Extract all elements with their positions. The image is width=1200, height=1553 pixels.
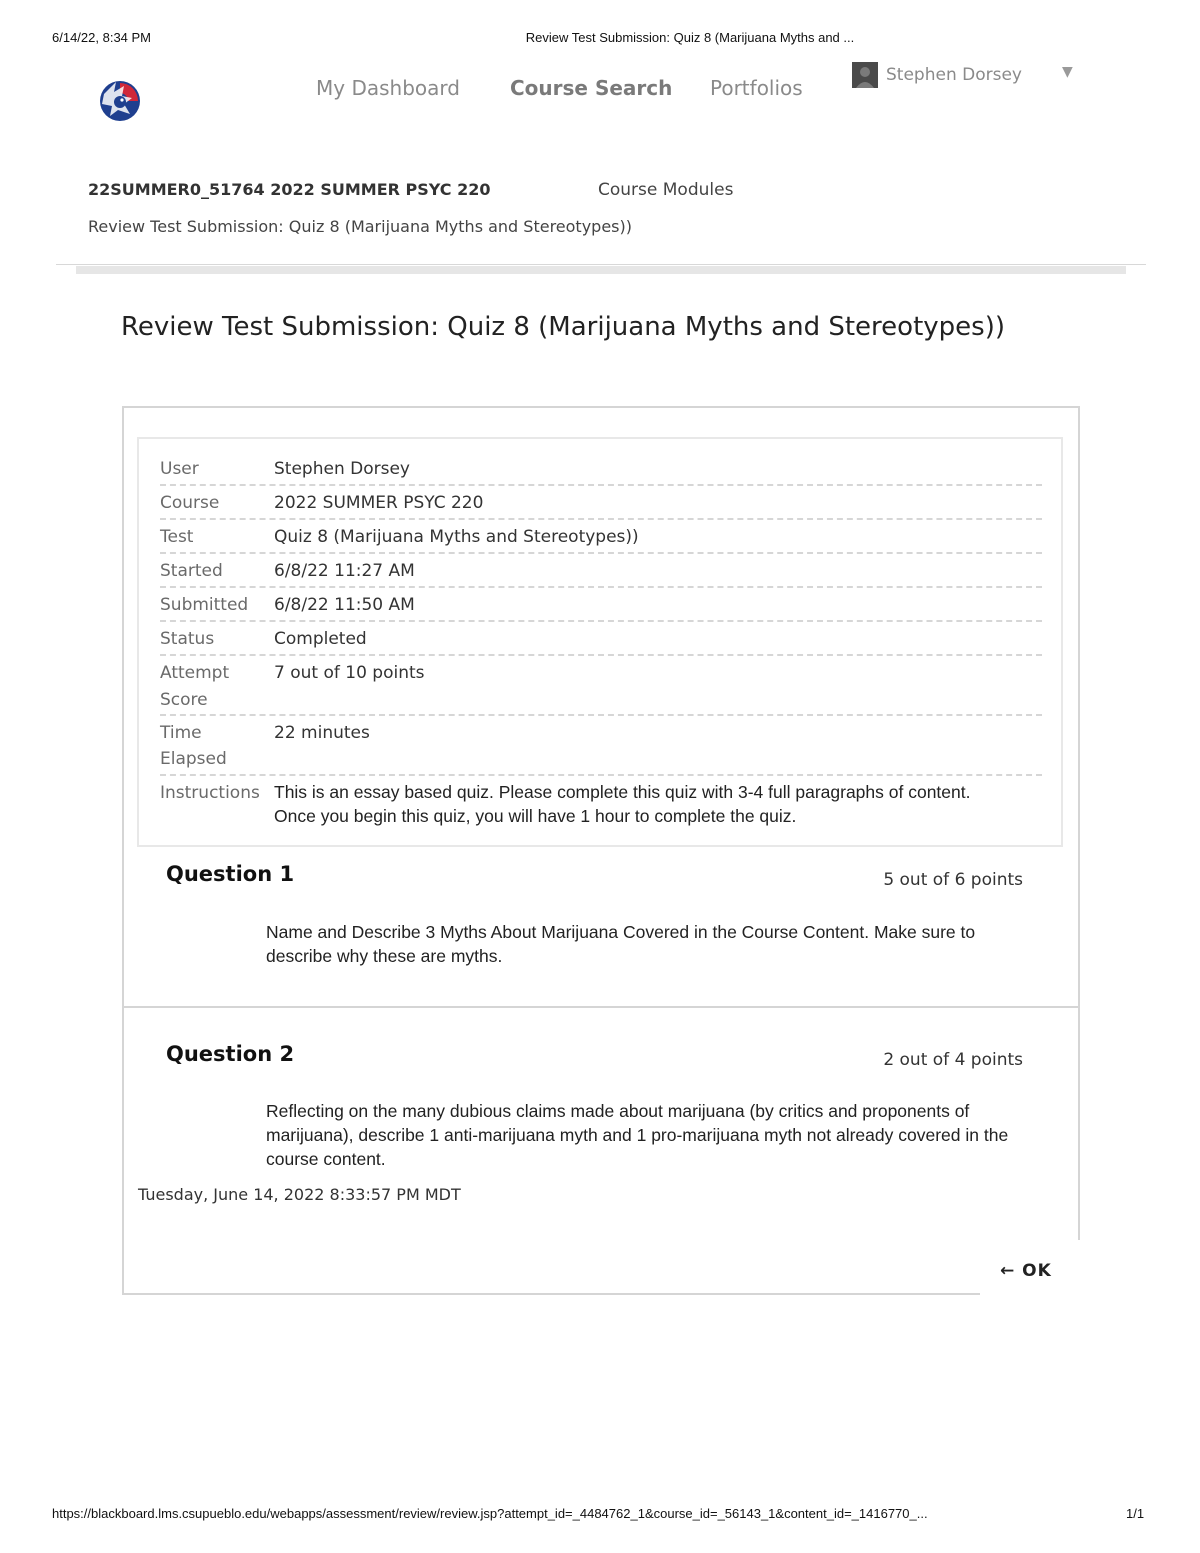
info-value-user: Stephen Dorsey	[274, 459, 410, 479]
info-label-started: Started	[160, 561, 223, 581]
question-1-text: Name and Describe 3 Myths About Marijuana Covered in the Course Content. Make sure to describe why these are myths.	[266, 922, 976, 966]
info-value-test: Quiz 8 (Marijuana Myths and Stereotypes))	[274, 527, 639, 547]
thunderwolf-logo-icon	[94, 74, 146, 126]
row-divider	[160, 714, 1042, 716]
university-logo[interactable]	[94, 74, 146, 126]
info-label-status: Status	[160, 629, 215, 649]
info-value-submitted: 6/8/22 11:50 AM	[274, 595, 415, 615]
question-1-title: Question 1	[166, 862, 295, 886]
course-title[interactable]: 22SUMMER0_51764 2022 SUMMER PSYC 220	[88, 180, 491, 199]
info-value-course: 2022 SUMMER PSYC 220	[274, 493, 484, 513]
question-2-title: Question 2	[166, 1042, 295, 1066]
info-label-elapsed: Elapsed	[160, 749, 227, 769]
info-label-instructions: Instructions	[160, 783, 260, 803]
info-label-score: Score	[160, 690, 208, 710]
breadcrumb: Review Test Submission: Quiz 8 (Marijuana Myths and Stereotypes))	[88, 217, 632, 236]
question-1-points: 5 out of 6 points	[883, 870, 1023, 890]
header-bar	[76, 266, 1126, 274]
row-divider	[160, 620, 1042, 622]
generated-timestamp: Tuesday, June 14, 2022 8:33:57 PM MDT	[138, 1185, 461, 1204]
page-title: Review Test Submission: Quiz 8 (Marijuana Myths and Stereotypes))	[121, 312, 1005, 342]
info-value-started: 6/8/22 11:27 AM	[274, 561, 415, 581]
info-value-attempt-score: 7 out of 10 points	[274, 663, 425, 683]
chevron-down-icon[interactable]: ▼	[1062, 64, 1073, 80]
info-label-attempt: Attempt	[160, 663, 230, 683]
row-divider	[160, 654, 1042, 656]
header-divider	[56, 264, 1146, 265]
print-url: https://blackboard.lms.csupueblo.edu/webapps/assessment/review/review.jsp?attempt_id=_4484762_1&course_id=_56143_1&content_id=_1416770_...	[52, 1506, 928, 1521]
info-value-status: Completed	[274, 629, 367, 649]
row-divider	[160, 586, 1042, 588]
print-page-number: 1/1	[1126, 1506, 1145, 1521]
info-label-user: User	[160, 459, 199, 479]
user-silhouette-icon	[852, 62, 878, 88]
nav-my-dashboard[interactable]: My Dashboard	[316, 76, 460, 100]
user-avatar[interactable]	[852, 62, 878, 88]
question-2-text: Reflecting on the many dubious claims made about marijuana (by critics and proponents of marijuana), describe 1 anti-marijuana myth and 1 pro-marijuana myth not already covered in the course content.	[266, 1101, 1009, 1169]
info-label-course: Course	[160, 493, 220, 513]
info-value-time-elapsed: 22 minutes	[274, 723, 370, 743]
row-divider	[160, 484, 1042, 486]
row-divider	[160, 774, 1042, 776]
row-divider	[160, 518, 1042, 520]
row-divider	[160, 552, 1042, 554]
course-modules-link[interactable]: Course Modules	[598, 180, 734, 200]
user-menu-name[interactable]: Stephen Dorsey	[886, 65, 1022, 85]
ok-button[interactable]: ← OK	[1000, 1261, 1052, 1281]
question-2-points: 2 out of 4 points	[883, 1050, 1023, 1070]
print-date: 6/14/22, 8:34 PM	[52, 30, 152, 45]
print-title: Review Test Submission: Quiz 8 (Marijuana Myths and ...	[525, 30, 855, 45]
info-label-time: Time	[160, 723, 202, 743]
nav-portfolios[interactable]: Portfolios	[710, 76, 803, 100]
info-value-instructions: This is an essay based quiz. Please complete this quiz with 3-4 full paragraphs of content. Once you begin this quiz, you will have 1 hour to complete the quiz.	[274, 782, 971, 826]
question-divider	[124, 1006, 1078, 1008]
info-label-test: Test	[160, 527, 194, 547]
nav-course-search[interactable]: Course Search	[510, 76, 673, 100]
info-label-submitted: Submitted	[160, 595, 249, 615]
